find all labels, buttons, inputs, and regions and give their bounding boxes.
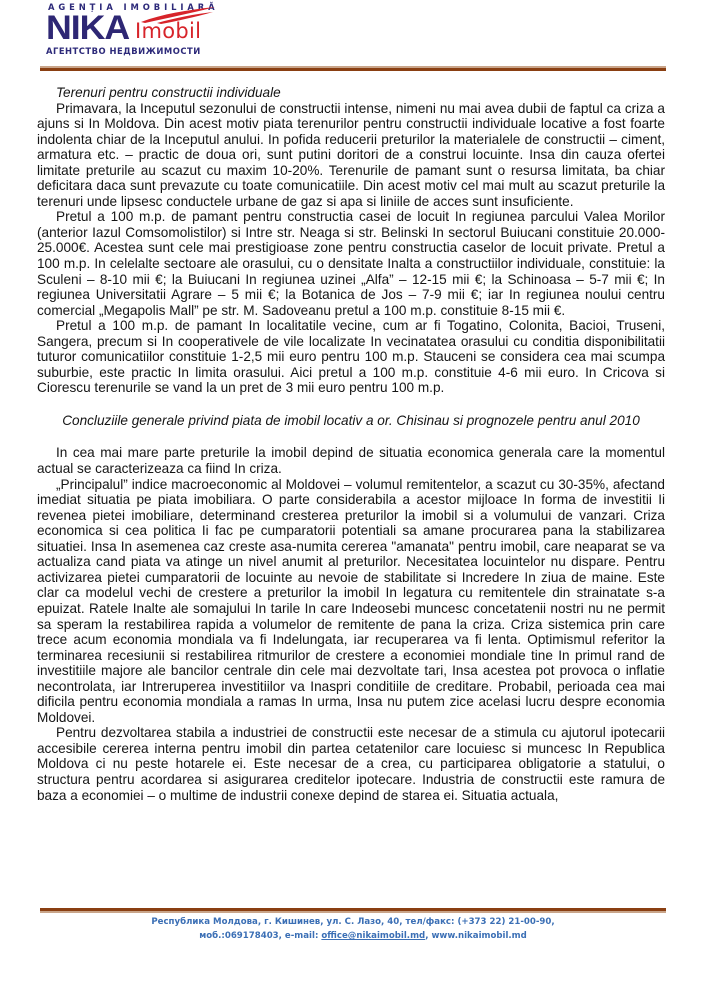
paragraph: „Principalul” indice macroeconomic al Moldovei – volumul remitentelor, a scazut cu 30-35%, afectand imediat situatia pe piata imobiliara. O parte considerabila a acestor mijloace In forma de investitii Ii revenea pietei imobiliare, determinand cresterea preturilor la imobil si a volumului de vanzari. Criza economica si cea politica Ii fac pe cumparatorii potentiali sa amane procurarea pana la stabilizarea situatiei. Insa In asemenea caz creste asa-numita cererea "amanata" pentru imobil, care neaparat se va actualiza cand piata va atinge un nivel anumit al preturilor. Necesitatea locuintelor nu dispare. Pentru activizarea pietei cumparatorii de locuinte au nevoie de stabilitate si Incredere In ziua de maine. Este clar ca modelul vechi de crestere a preturilor la imobil In legatura cu remitentele din strainatate s-a epuizat. Ratele Inalte ale somajului In tarile In care Indeosebi muncesc concetatenii nostri nu ne permit sa speram la restabilirea rapida a volumelor de remitente de pana la criza. Criza sistemica prin care trece acum economia mondiala va fi Indelungata, iar recuperarea va fi lenta. Optimismul referitor la terminarea recesiunii si restabilirea ritmurilor de crestere a economiei mondiale tine In primul rand de investitiile majore ale bancilor centrale din cele mai dezvoltate tari, Insa acestea pot provoca o inflatie necontrolata, iar Intreruperea investitiilor va Inaspri conditiile de creditare. Probabil, perioada cea mai dificila pentru economia mondiala a ramas In urma, Insa nu putem zice acelasi lucru despre economia Moldovei. <box>37 476 665 725</box>
section-heading: Terenuri pentru constructii individuale <box>56 85 281 100</box>
logo-russian-label: АГЕНТСТВО НЕДВИЖИМОСТИ <box>46 46 201 56</box>
email-link[interactable]: office@nikaimobil.md <box>321 931 426 941</box>
logo-agency-label: AGENȚIA IMOBILIARĂ <box>48 2 219 12</box>
section-heading: Concluziile generale privind piata de imobil locativ a or. Chisinau si prognozele pentru anul 2010 <box>62 412 640 428</box>
footer-address: Республика Молдова, г. Кишинев, ул. С. Лазо, 40, тел/факс: (+373 22) 21-00-90, <box>151 917 555 927</box>
footer-contacts-line <box>40 929 666 943</box>
document-body <box>37 85 665 803</box>
paragraph: Pretul a 100 m.p. de pamant In localitatile vecine, cum ar fi Togatino, Colonita, Bacioi, Truseni, Sangera, precum si In cooperativele de vile localizate In vecinatatea orasului cu conditia disponibilitatii tuturor comunicatiilor constituie 1-2,5 mii euro pentru 100 m.p. Stauceni se considera cea mai scumpa suburbie, este practic In limita orasului. Aici pretul a 100 m.p. constituie 4-6 mii euro. In Cricova si Ciorescu terenurile se vand la un pret de 3 mii euro pentru 100 m.p. <box>37 318 665 396</box>
paragraph: In cea mai mare parte preturile la imobil depind de situatia economica generala care la momentul actual se caracterizeaza ca fiind In criza. <box>37 445 665 477</box>
logo-brand-name: NIKA <box>46 9 130 47</box>
paragraph: Pentru dezvoltarea stabila a industriei de constructii este necesar de a stimula cu ajutorul ipotecarii accesibile cererea interna pentru imobil din partea cetatenilor care locuiesc si muncesc In Republica Moldova ci nu peste hotarele ei. Este necesar de a crea, cu participarea obligatorie a statului, o structura pentru acordarea si asigurarea creditelor ipotecare. Industria de constructii este ramura de baza a economiei – o multime de industrii conexe depind de starea ei. Situatia actuala, <box>37 725 665 803</box>
footer-contact <box>40 915 666 943</box>
footer-mobile: моб.:069178403, e-mail: <box>199 931 322 941</box>
footer-divider <box>40 908 666 914</box>
paragraph: Primavara, la Inceputul sezonului de constructii intense, nimeni nu mai avea dubii de faptul ca criza a ajuns si In Moldova. Din acest motiv piata terenurilor pentru constructii individuale locative a fost foarte indolenta chiar de la Inceputul anului. In pofida reducerii preturilor la materialele de constructii – ciment, armatura etc. – practic de doua ori, sunt putini doritori de a construi locuinte. Insa din cauza ofertei limitate preturile au scazut cu maxim 10-20%. Terenurile de pamant sunt o resursa limitata, ba chiar deficitara daca sunt prevazute cu toate comunicatiile. Din acest motiv cel mai mult au scazut preturile la terenuri unde lipsesc conductele urbane de gaz si apa si liniile de acces sunt insuficiente. <box>37 100 665 209</box>
header-divider <box>40 66 666 72</box>
paragraph: Pretul a 100 m.p. de pamant pentru constructia casei de locuit In regiunea parcului Valea Morilor (anterior Iazul Comsomolistilor) si Intre str. Neaga si str. Belinski In sectorul Buiucani constituie 20.000- 25.000€. Acestea sunt cele mai prestigioase zone pentru constructia caselor de locuit private. Pretul a 100 m.p. In celelalte sectoare ale orasului, cu o densitate Inalta a constructiilor individuale, constituie: la Sculeni – 8-10 mii €; la Buiucani In regiunea uzinei „Alfa” – 12-15 mii €; la Schinoasa – 5-7 mii €; In regiunea Universitatii Agrare – 5 mii €; la Botanica de Jos – 7-9 mii €; iar In regiunea noului centru comercial „Megapolis Mall” pe str. M. Sadoveanu pretul a 100 m.p. constituie 8-15 mii €. <box>37 209 665 318</box>
company-logo <box>40 2 240 62</box>
website-link[interactable]: www.nikaimobil.md <box>431 931 527 941</box>
footer-separator: , <box>425 931 432 941</box>
logo-imobil-text: Imobil <box>135 19 202 43</box>
